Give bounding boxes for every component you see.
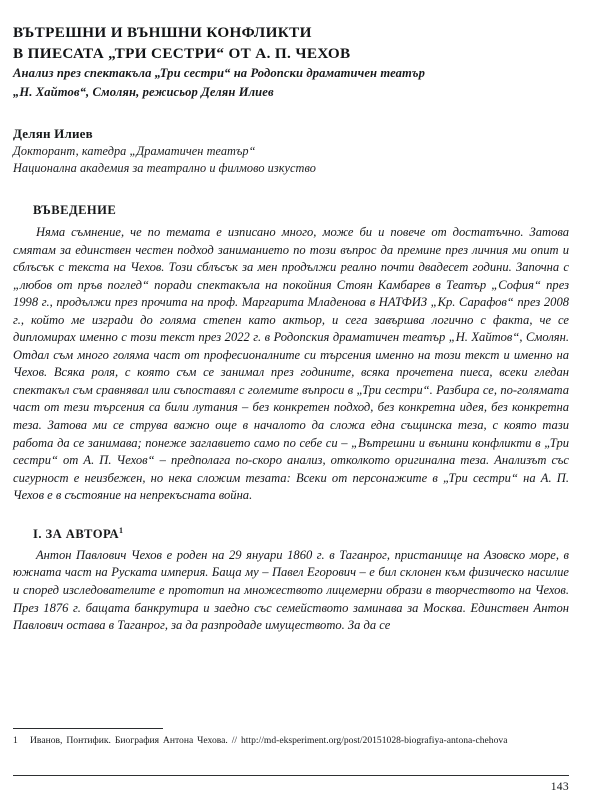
paragraph-about-author-1: Антон Павлович Чехов е роден на 29 януари 1860 г. в Таганрог, пристанище на Азовско море, в южната част на Руската империя. Баща му – Павел Егорович – е бил склонен към физическо насилие и според изследователите е прототип на множеството лицемерни образи в творчеството на Чехов. През 1876 г. бащата банкрутира и заедно със семейството заминава за Москва. Единствен Антон Павлович остава в Таганрог, за да разпродаде имуществото. За да се <box>13 547 569 633</box>
footnote-entry <box>13 734 569 747</box>
page-number: 143 <box>550 780 569 793</box>
author-institution: Национална академия за театрално и филмово изкуство <box>13 160 316 175</box>
footnote-text <box>30 734 569 747</box>
article-subtitle-line-1: Анализ през спектакъла „Три сестри“ на Родопски драматичен театър <box>13 66 426 80</box>
article-title-line-2: В ПИЕСАТА „ТРИ СЕСТРИ“ ОТ А. П. ЧЕХОВ <box>13 45 351 62</box>
page-footer <box>13 775 569 794</box>
paragraph-introduction-1: Няма съмнение, че по темата е изписано много, може би и повече от достатъчно. Затова смятам за единствен честен подход заниманието по този въпрос да премине през личния ми опит и сблъсък с текста на Чехов. Този сблъсък за мен продължи реално почти двадесет години. Започна с „любов от пръв поглед“ поради спектакъла на покойния Стоян Камбарев в Театър „София“ през 1998 г., продължи през прочита на проф. Маргарита Младенова в НАТФИЗ „Кр. Сарафов“ през 2008 г., който ме изгради до голяма степен като актьор, и сега завършва логично с факта, че се дипломирах именно с този текст през 2022 г. в Родопския драматичен театър „Н. Хайтов“, Смолян. Отдал съм много голяма част от професионалните си търсения именно на този текст и именно на Чехов. Всяка роля, с която съм се занимал през годините, всяка прочетена пиеса, всеки гледан спектакъл съм сравнявал или съпоставял с големите въпроси в „Три сестри“. Разбира се, по-голямата част от тези търсения са били лутания – без конкретен подход, без конкретна идея, без конкретна теза. Затова ми се струва важно още в началото да сложа една същинска теза, с която тази работа да се занимава; понеже заглавието само по себе си – „Вътрешни и външни конфликти в „Три сестри“ от А. П. Чехов“ – предполага по-скоро анализ, отколкото оригинална теза. Анализът със сигурност е неизбежен, но нека сложим тезата: Всеки от персонажите в „Три сестри“ на А. П. Чехов е в състояние на непрекъсната война. <box>13 225 569 503</box>
author-block <box>13 125 569 176</box>
footnote-reference-1[interactable]: 1 <box>119 525 124 535</box>
section-heading-about-author-label: I. ЗА АВТОРА <box>33 526 120 541</box>
title-block <box>13 22 569 102</box>
section-heading-introduction-label: ВЪВЕДЕНИЕ <box>33 203 117 217</box>
author-name: Делян Илиев <box>13 126 93 141</box>
section-heading-introduction <box>33 201 569 219</box>
article-title-line-1: ВЪТРЕШНИ И ВЪНШНИ КОНФЛИКТИ <box>13 24 312 41</box>
article-subtitle-line-2: „Н. Хайтов“, Смолян, режисьор Делян Илиев <box>13 85 274 99</box>
footnote-separator-rule <box>13 728 163 729</box>
section-heading-about-author <box>33 522 569 543</box>
page-content <box>13 22 569 635</box>
footnote-url[interactable]: http://md-eksperiment.org/post/20151028-biografiya-antona-chehova <box>240 735 508 746</box>
footnote-marker: 1 <box>13 735 18 746</box>
footnote-area <box>13 728 569 747</box>
author-position: Докторант, катедра „Драматичен театър“ <box>13 144 256 158</box>
footnote-citation: Иванов, Понтифик. Биография Антона Чехова. // <box>30 735 241 746</box>
